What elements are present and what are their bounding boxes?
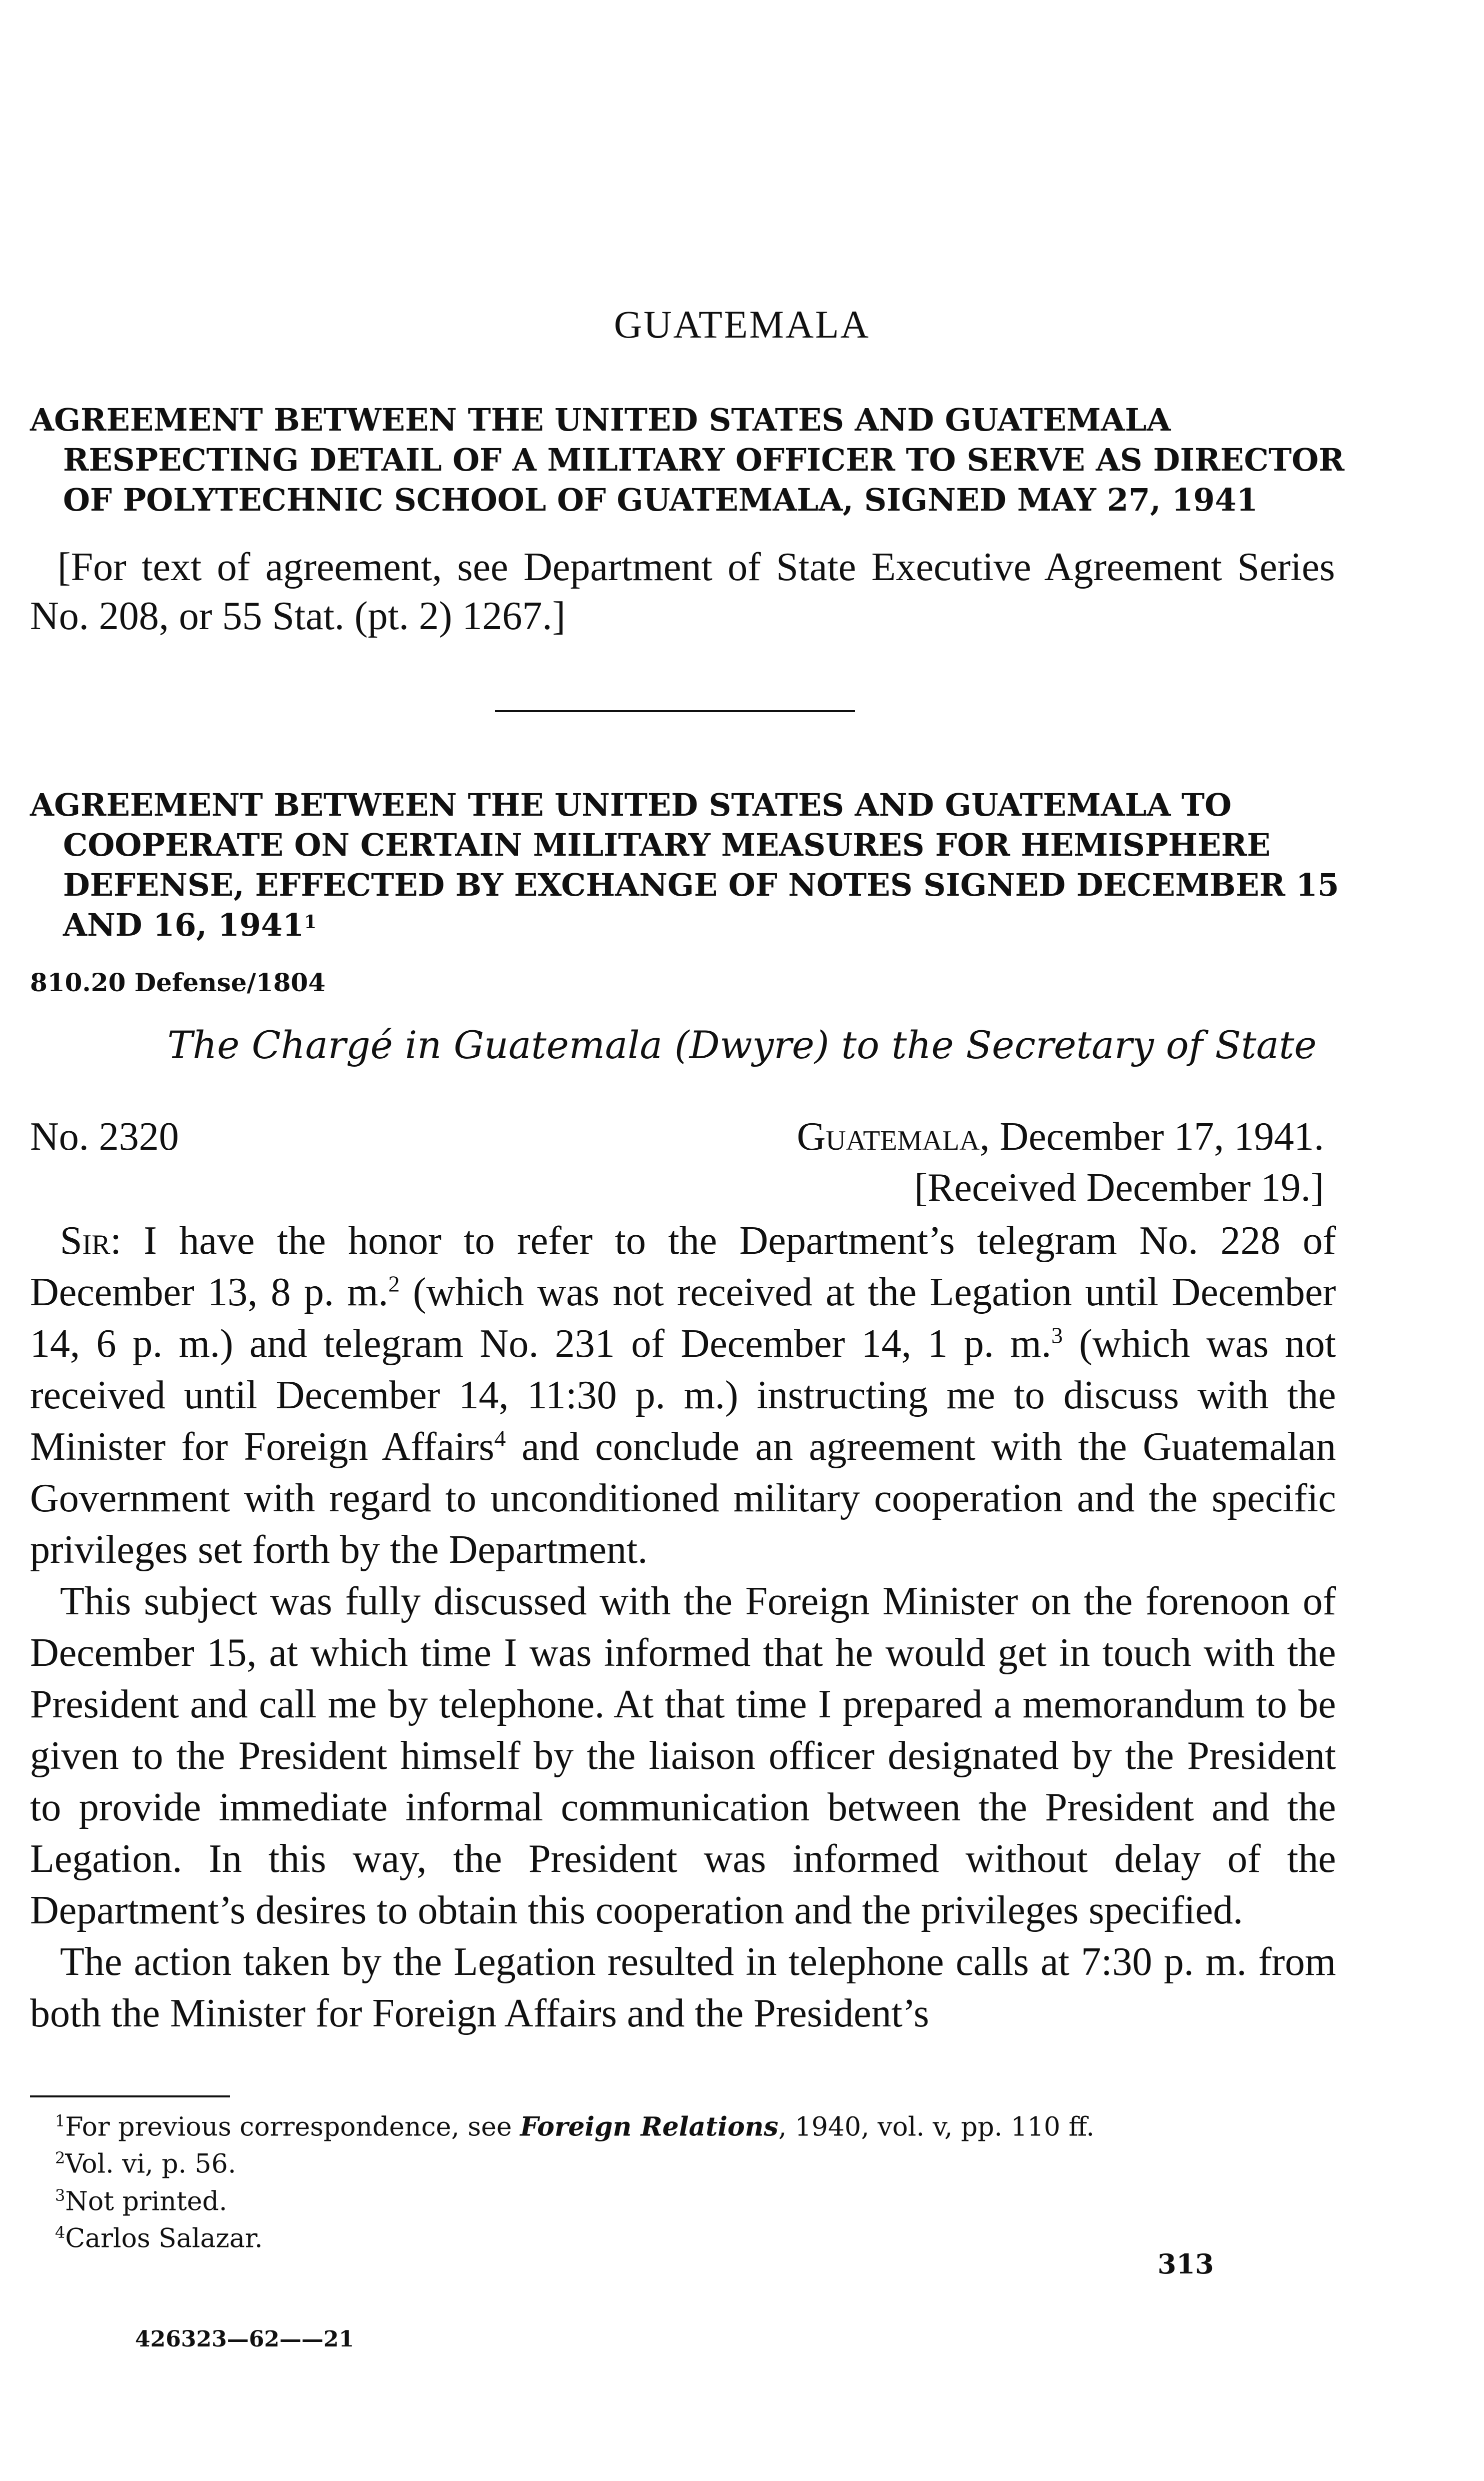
- date: , December 17, 1941.: [980, 1115, 1324, 1159]
- letter-body: [30, 1215, 1336, 2039]
- received-date: [Received December 19.]: [914, 1166, 1324, 1210]
- footnote-item: [55, 2105, 1335, 2142]
- section1-heading: AGREEMENT BETWEEN THE UNITED STATES AND GUATEMALA RESPECTING DETAIL OF A MILITARY OFFICER TO SERVE AS DIRECTOR OF POLYTECHNIC SCHOOL OF GUATEMALA, SIGNED MAY 27, 1941: [30, 402, 1344, 518]
- footnote-mark: 3: [55, 2185, 66, 2205]
- section2-heading-text: AGREEMENT BETWEEN THE UNITED STATES AND GUATEMALA TO COOPERATE ON CERTAIN MILITARY MEASURES FOR HEMISPHERE DEFENSE, EFFECTED BY EXCHANGE OF NOTES SIGNED DECEMBER 15 AND 16, 1941: [30, 787, 1340, 943]
- document-title: The Chargé in Guatemala (Dwyre) to the Secretary of State: [167, 1023, 1317, 1067]
- salutation: Sir: [60, 1219, 110, 1263]
- file-number: 810.20 Defense/1804: [30, 968, 326, 997]
- footnote-ref: 2: [388, 1271, 400, 1297]
- footnote-italic: Foreign Relations: [520, 2111, 778, 2142]
- place: Guatemala: [796, 1115, 980, 1159]
- footnote-ref: 4: [494, 1425, 506, 1451]
- footnote-mark: 4: [55, 2222, 66, 2242]
- footnote-mark: 1: [55, 2111, 66, 2130]
- footnote-ref: 3: [1051, 1322, 1063, 1348]
- footnote-text-rest: , 1940, vol. v, pp. 110 ff.: [778, 2112, 1094, 2142]
- footnote-item: [55, 2180, 1335, 2217]
- paragraph-1: [30, 1215, 1336, 1576]
- paragraph-1-part-d: and conclude an agreement with the Guatemalan Government with regard to unconditioned military cooperation and the specific privileges set forth by the Department.: [30, 1425, 1336, 1572]
- paragraph-2: This subject was fully discussed with the Foreign Minister on the forenoon of December 15, at which time I was informed that he would get in touch with the President and call me by telephone. At that time I prepared a memorandum to be given to the President himself by the liaison officer designated by the President to provide immediate informal communication between the President and the Legation. In this way, the President was informed without delay of the Department’s desires to obtain this cooperation and the privileges specified.: [30, 1579, 1336, 1932]
- footnote-text: Not printed.: [65, 2186, 228, 2216]
- section1-note: [For text of agreement, see Department of State Executive Agreement Series No. 208, or 55 Stat. (pt. 2) 1267.]: [30, 545, 1335, 638]
- footnote-ref: 1: [304, 912, 317, 933]
- country-title: GUATEMALA: [614, 303, 870, 346]
- paragraph-1-part-c: (which was not received until December 14, 11:30 p. m.) instructing me to discuss with the Minister for Foreign Affairs: [30, 1322, 1336, 1469]
- footnotes: [55, 2105, 1335, 2254]
- footnote-mark: 2: [55, 2148, 66, 2168]
- section-divider: [495, 710, 855, 712]
- section2-heading: [30, 785, 1368, 945]
- print-code: 426323—62——21: [135, 2326, 354, 2352]
- paragraph-1-part-a: : I have the honor to refer to the Department’s telegram No. 228 of December 13, 8 p. m.: [30, 1219, 1336, 1314]
- footnote-text: Carlos Salazar.: [65, 2223, 263, 2254]
- footnote-text: For previous correspondence, see: [65, 2112, 520, 2142]
- paragraph-3: The action taken by the Legation resulted in telephone calls at 7:30 p. m. from both the Minister for Foreign Affairs and the President’s: [30, 1940, 1336, 2035]
- paragraph-1-part-b: (which was not received at the Legation until December 14, 6 p. m.) and telegram No. 231 of December 14, 1 p. m.: [30, 1270, 1336, 1366]
- footnote-text: Vol. vi, p. 56.: [65, 2149, 236, 2179]
- page-number: 313: [1158, 2248, 1214, 2280]
- footnote-item: [55, 2142, 1335, 2179]
- footnote-item: [55, 2217, 1335, 2254]
- footnote-divider: [30, 2095, 230, 2097]
- place-date: [797, 1114, 1324, 1160]
- document-number: No. 2320: [30, 1115, 179, 1159]
